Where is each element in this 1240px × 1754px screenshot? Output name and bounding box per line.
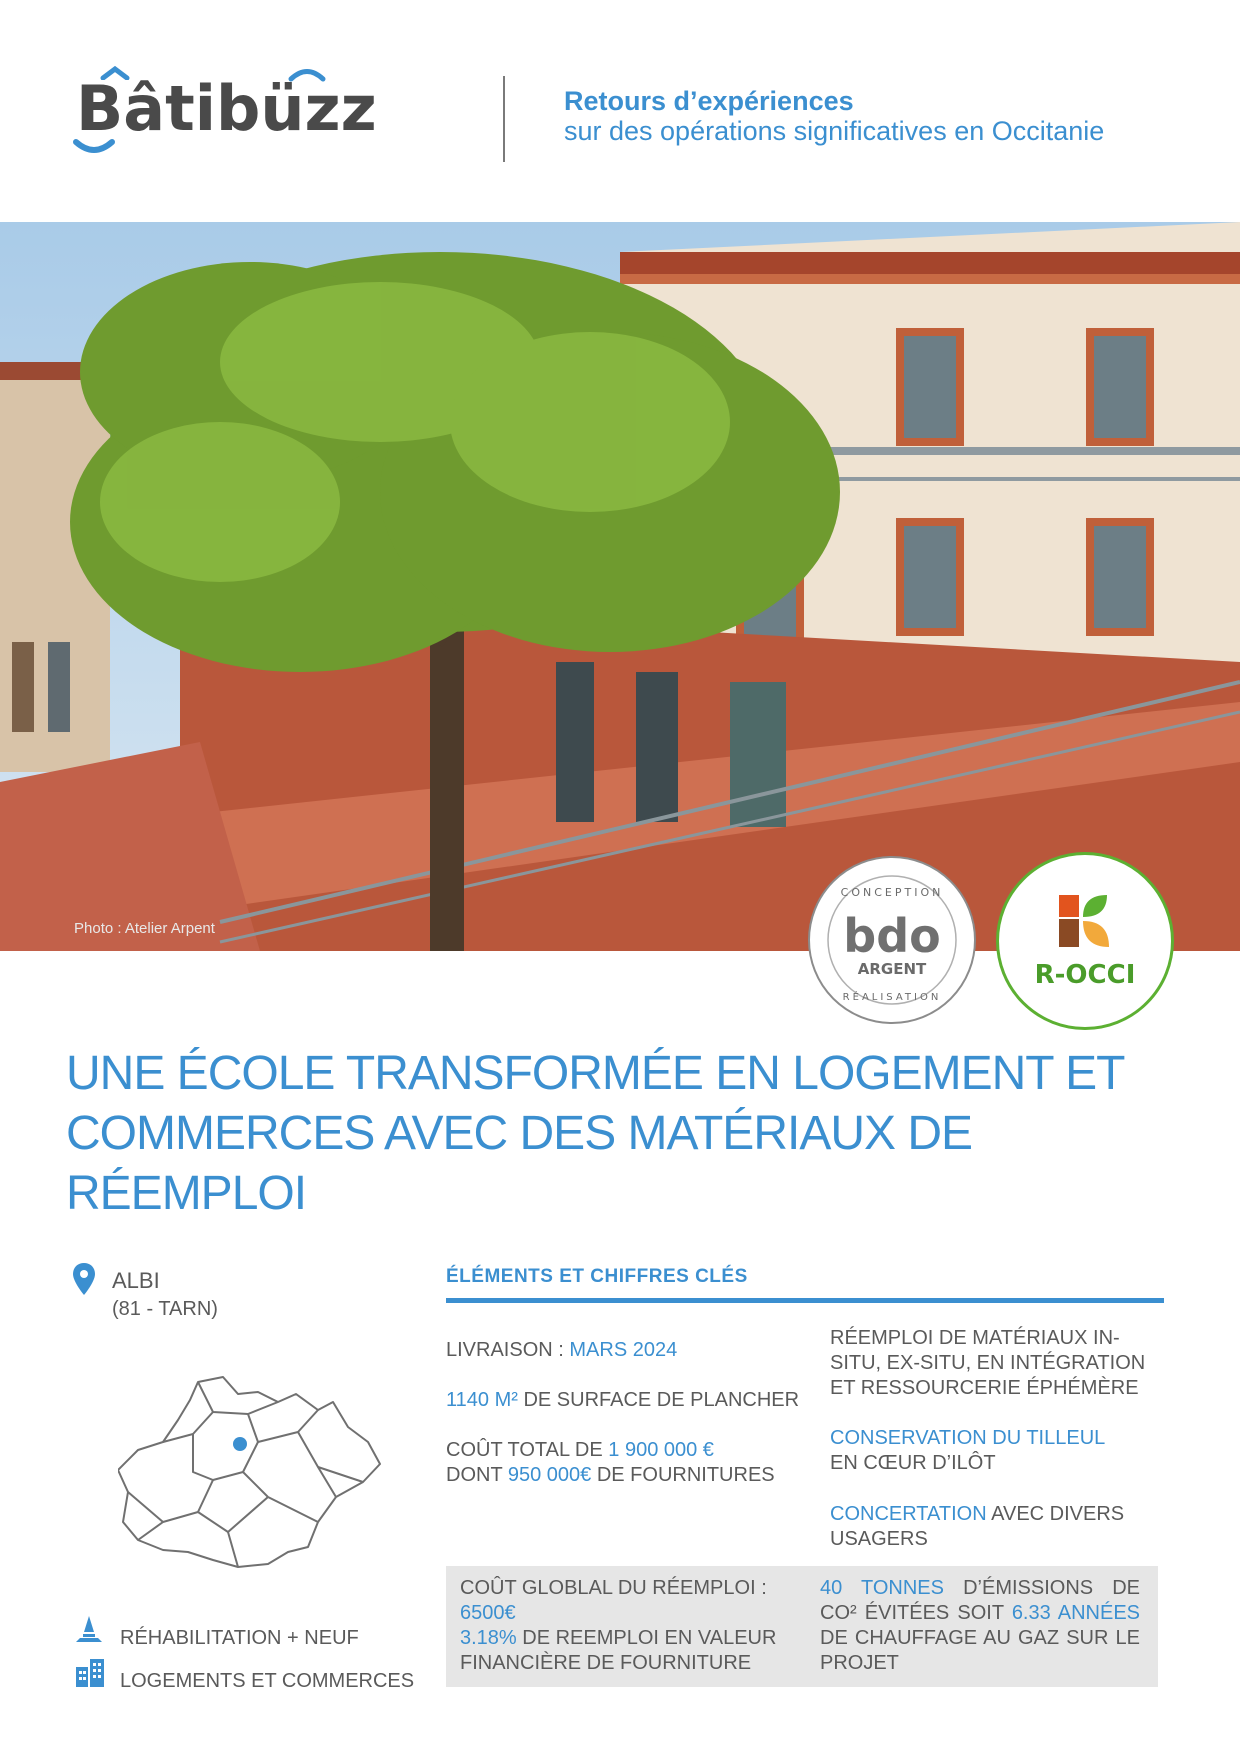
- supplies-label: DE FOURNITURES: [591, 1464, 775, 1486]
- project-use: LOGEMENTS ET COMMERCES: [120, 1670, 415, 1692]
- bdo-level-text: ARGENT: [857, 960, 927, 978]
- location-department: (81 - TARN): [112, 1298, 218, 1320]
- years-label: DE CHAUFFAGE AU GAZ SUR LE PROJET: [820, 1627, 1140, 1674]
- tree-conservation-value: CONSERVATION DU TILLEUL: [830, 1427, 1106, 1449]
- tonnes-label: D’ÉMISSIONS DE CO² ÉVITÉES SOIT: [820, 1577, 1141, 1624]
- location-pin-icon: [72, 1262, 96, 1296]
- delivery-value: MARS 2024: [569, 1339, 678, 1361]
- photo-credit: Photo : Atelier Arpent: [74, 920, 215, 937]
- key-figures-rule: [446, 1298, 1164, 1303]
- tagline-subtitle: sur des opérations significatives en Occitanie: [564, 116, 1105, 146]
- concertation-value: CONCERTATION: [830, 1503, 992, 1525]
- delivery-label: LIVRAISON :: [446, 1339, 570, 1361]
- surface-label: DE SURFACE DE PLANCHER: [517, 1389, 800, 1411]
- emissions-summary: [820, 1576, 1140, 1676]
- cost-label: COÛT TOTAL DE: [446, 1439, 609, 1461]
- location-city: ALBI: [112, 1268, 160, 1293]
- tree-conservation: [830, 1426, 1150, 1476]
- albi-location-marker: [233, 1437, 247, 1451]
- reuse-cost-summary: [460, 1576, 780, 1676]
- logo-hat-icon: [100, 66, 130, 80]
- reuse-percent-value: 3.18%: [460, 1627, 517, 1649]
- tonnes-value: 40 TONNES: [820, 1577, 944, 1599]
- years-value: 6.33 ANNÉES: [1011, 1602, 1140, 1624]
- concertation: [830, 1502, 1150, 1552]
- tree-conservation-label: EN CŒUR D’ILÔT: [830, 1452, 996, 1474]
- r-occi-logo-icon: [1059, 895, 1109, 947]
- bdo-conception-text: CONCEPTION: [840, 886, 944, 899]
- logo-arc-icon: [287, 66, 327, 82]
- project-photo: [0, 222, 1240, 951]
- logo-smile-icon: [72, 138, 116, 160]
- r-occi-badge: [996, 852, 1174, 1030]
- global-cost-label: COÛT GLOBLAL DU RÉEMPLOI :: [460, 1577, 767, 1599]
- project-type: RÉHABILITATION + NEUF: [120, 1627, 359, 1649]
- surface-value: 1140 M²: [446, 1389, 518, 1411]
- global-cost-value: 6500€: [460, 1602, 516, 1624]
- reuse-percent-label: DE REEMPLOI EN VALEUR FINANCIÈRE DE FOURNITURE: [460, 1627, 777, 1674]
- bdo-realisation-text: RÉALISATION: [842, 992, 942, 1003]
- surface-figure: [446, 1388, 799, 1413]
- page-title: UNE ÉCOLE TRANSFORMÉE EN LOGEMENT ET COMMERCES AVEC DES MATÉRIAUX DE RÉEMPLOI: [66, 1047, 1124, 1220]
- traffic-cone-icon: [74, 1614, 104, 1644]
- bdo-argent-badge: [808, 856, 976, 1024]
- delivery-figure: [446, 1338, 677, 1363]
- key-figures-heading: ÉLÉMENTS ET CHIFFRES CLÉS: [446, 1266, 748, 1287]
- reuse-description: RÉEMPLOI DE MATÉRIAUX IN-SITU, EX-SITU, EN INTÉGRATION ET RESSOURCERIE ÉPHÉMÈRE: [830, 1327, 1146, 1399]
- cost-value: 1 900 000 €: [608, 1439, 714, 1461]
- supplies-label-prefix: DONT: [446, 1464, 508, 1486]
- r-occi-text: R-OCCI: [1034, 960, 1136, 990]
- buildings-icon: [74, 1657, 106, 1689]
- header-divider: [503, 76, 505, 162]
- bdo-logo-text: bdo: [843, 909, 941, 963]
- cost-figure: [446, 1438, 775, 1488]
- tagline-title: Retours d’expériences: [564, 86, 854, 116]
- supplies-value: 950 000€: [507, 1464, 592, 1486]
- batibuzz-logo: Bâtibüzz: [76, 72, 377, 145]
- concertation-label: AVEC DIVERS USAGERS: [830, 1503, 1125, 1550]
- occitanie-map: [118, 1372, 388, 1572]
